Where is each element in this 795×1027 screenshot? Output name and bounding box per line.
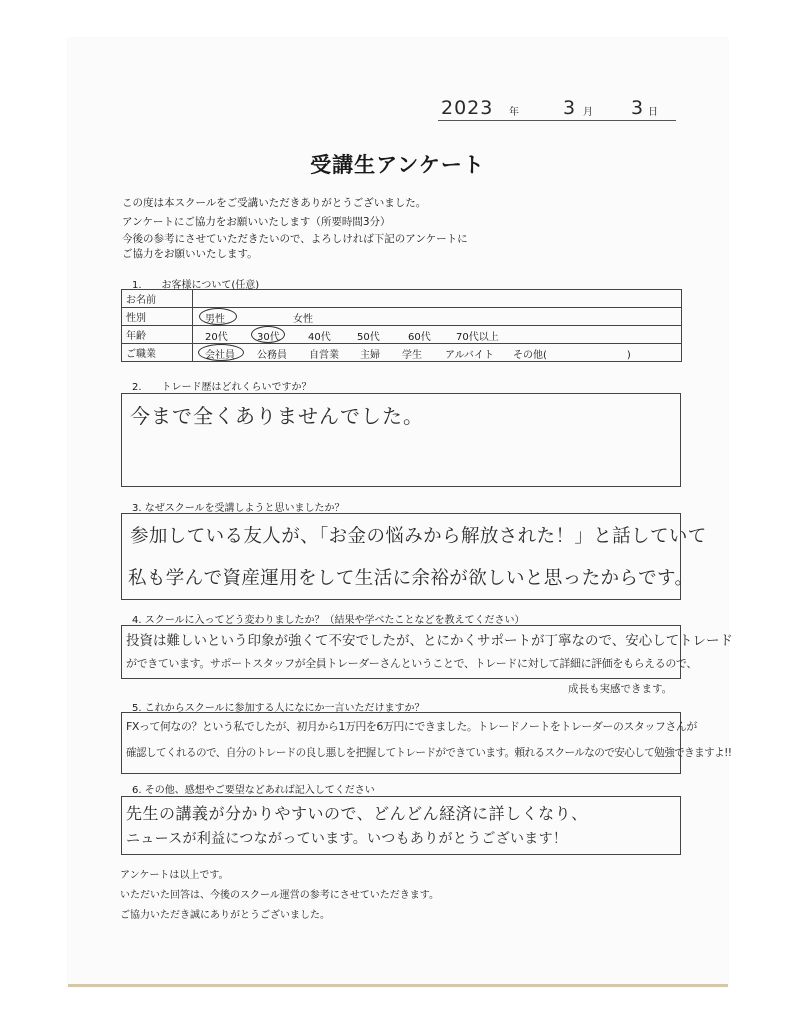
q3-answer-box[interactable] (121, 513, 707, 600)
name-row (122, 290, 682, 308)
q6-answer-line-1: 先生の講義が分かりやすいので、どんどん経済に詳しくなり、 (126, 804, 588, 823)
name-label: お名前 (122, 290, 193, 308)
age-option-30s[interactable]: 30代 (257, 332, 280, 343)
job-label: ご職業 (122, 344, 193, 362)
q5-answer-line-1: FXって何なの？という私でしたが、初月から1万円を6万円にできました。トレードノートをトレーダーのスタッフさんが (126, 720, 697, 733)
job-option-homemaker[interactable]: 主婦 (360, 350, 380, 361)
section1-heading: 1. お客様について(任意) (132, 280, 260, 291)
gender-option-female[interactable]: 女性 (293, 314, 313, 325)
q5-answer-line-2: 確認してくれるので、自分のトレードの良し悪しを把握してトレードができています。頼れるスクールなので安心して勉強できますよ!! (126, 747, 732, 759)
q6-answer-line-2: ニュースが利益につながっています。いつもありがとうございます！ (126, 831, 568, 847)
age-option-20s[interactable]: 20代 (205, 332, 228, 343)
selection-circle (198, 344, 244, 361)
gender-options (193, 308, 682, 326)
age-options (193, 326, 682, 344)
job-option-part-time[interactable]: アルバイト (445, 350, 494, 361)
job-option-student[interactable]: 学生 (402, 350, 422, 361)
age-row (122, 326, 682, 344)
name-field[interactable] (193, 290, 682, 308)
q4-answer-box[interactable] (121, 625, 733, 679)
footer-line-3: ご協力いただき誠にありがとうございました。 (120, 910, 330, 921)
date-month-label: 月 (583, 107, 593, 118)
footer-line-1: アンケートは以上です。 (120, 870, 229, 881)
q4-answer-line-1: 投資は難しいという印象が強くて不安でしたが、とにかくサポートが丁寧なので、安心してトレード (126, 633, 733, 649)
q4-answer-line-2: ができています。サポートスタッフが全員トレーダーさんということで、トレードに対して詳細に評価をもらえるので、 (126, 657, 697, 670)
age-option-70s-plus[interactable]: 70代以上 (456, 332, 499, 343)
intro-line-2: アンケートにご協力をお願いいたします（所要時間3分） (122, 216, 391, 228)
age-label: 年齢 (122, 326, 193, 344)
intro-line-1: この度は本スクールをご受講いただきありがとうございました。 (122, 197, 427, 209)
date-year-label: 年 (509, 107, 519, 118)
gender-row (122, 308, 682, 326)
date-day: 3 (631, 97, 645, 119)
q3-answer-line-1: 参加している友人が、「お金の悩みから解放された！」と話していて (130, 526, 707, 547)
survey-title: 受講生アンケート (310, 153, 485, 177)
age-option-60s[interactable]: 60代 (408, 332, 431, 343)
q4-answer-line-3: 成長も実感できます。 (568, 683, 673, 695)
q5-answer-box[interactable] (121, 712, 732, 774)
job-options (193, 344, 682, 362)
age-option-40s[interactable]: 40代 (308, 332, 331, 343)
selection-circle (251, 326, 285, 343)
q2-heading: 2. トレード歴はどれくらいですか？ (132, 382, 312, 393)
job-option-civil-servant[interactable]: 公務員 (257, 350, 287, 361)
q2-answer-line-1: 今まで全くありませんでした。 (130, 404, 424, 428)
date-day-label: 日 (648, 107, 658, 118)
date-year: 2023 (441, 97, 494, 119)
q3-answer-line-2: 私も学んで資産運用をして生活に余裕が欲しいと思ったからです。 (128, 568, 694, 589)
q3-heading: 3. なぜスクールを受講しようと思いましたか？ (132, 503, 345, 514)
gender-label: 性別 (122, 308, 193, 326)
gender-option-male[interactable]: 男性 (205, 314, 225, 325)
q4-heading: 4. スクールに入ってどう変わりましたか？（結果や学べたことなどを教えてください） (132, 615, 525, 626)
customer-info-table (121, 289, 682, 362)
q6-answer-box[interactable] (121, 796, 681, 855)
job-option-office-worker[interactable]: 会社員 (205, 350, 235, 361)
footer-line-2: いただいた回答は、今後のスクール運営の参考にさせていただきます。 (120, 890, 439, 901)
age-option-50s[interactable]: 50代 (357, 332, 380, 343)
q2-answer-box[interactable] (121, 393, 681, 487)
date-underline (438, 120, 676, 121)
intro-line-4: ご協力をお願いいたします。 (122, 248, 258, 260)
intro-line-3: 今後の参考にさせていただきたいので、よろしければ下記のアンケートに (122, 233, 468, 245)
q6-heading: 6. その他、感想やご要望などあれば記入してください (132, 785, 375, 796)
job-option-self-employed[interactable]: 自営業 (309, 350, 339, 361)
job-row (122, 344, 682, 362)
selection-circle (199, 308, 237, 325)
date-month: 3 (563, 97, 577, 119)
job-option-other[interactable]: その他( ) (513, 350, 631, 361)
q5-heading: 5. これからスクールに参加する人になにか一言いただけますか？ (132, 703, 425, 714)
